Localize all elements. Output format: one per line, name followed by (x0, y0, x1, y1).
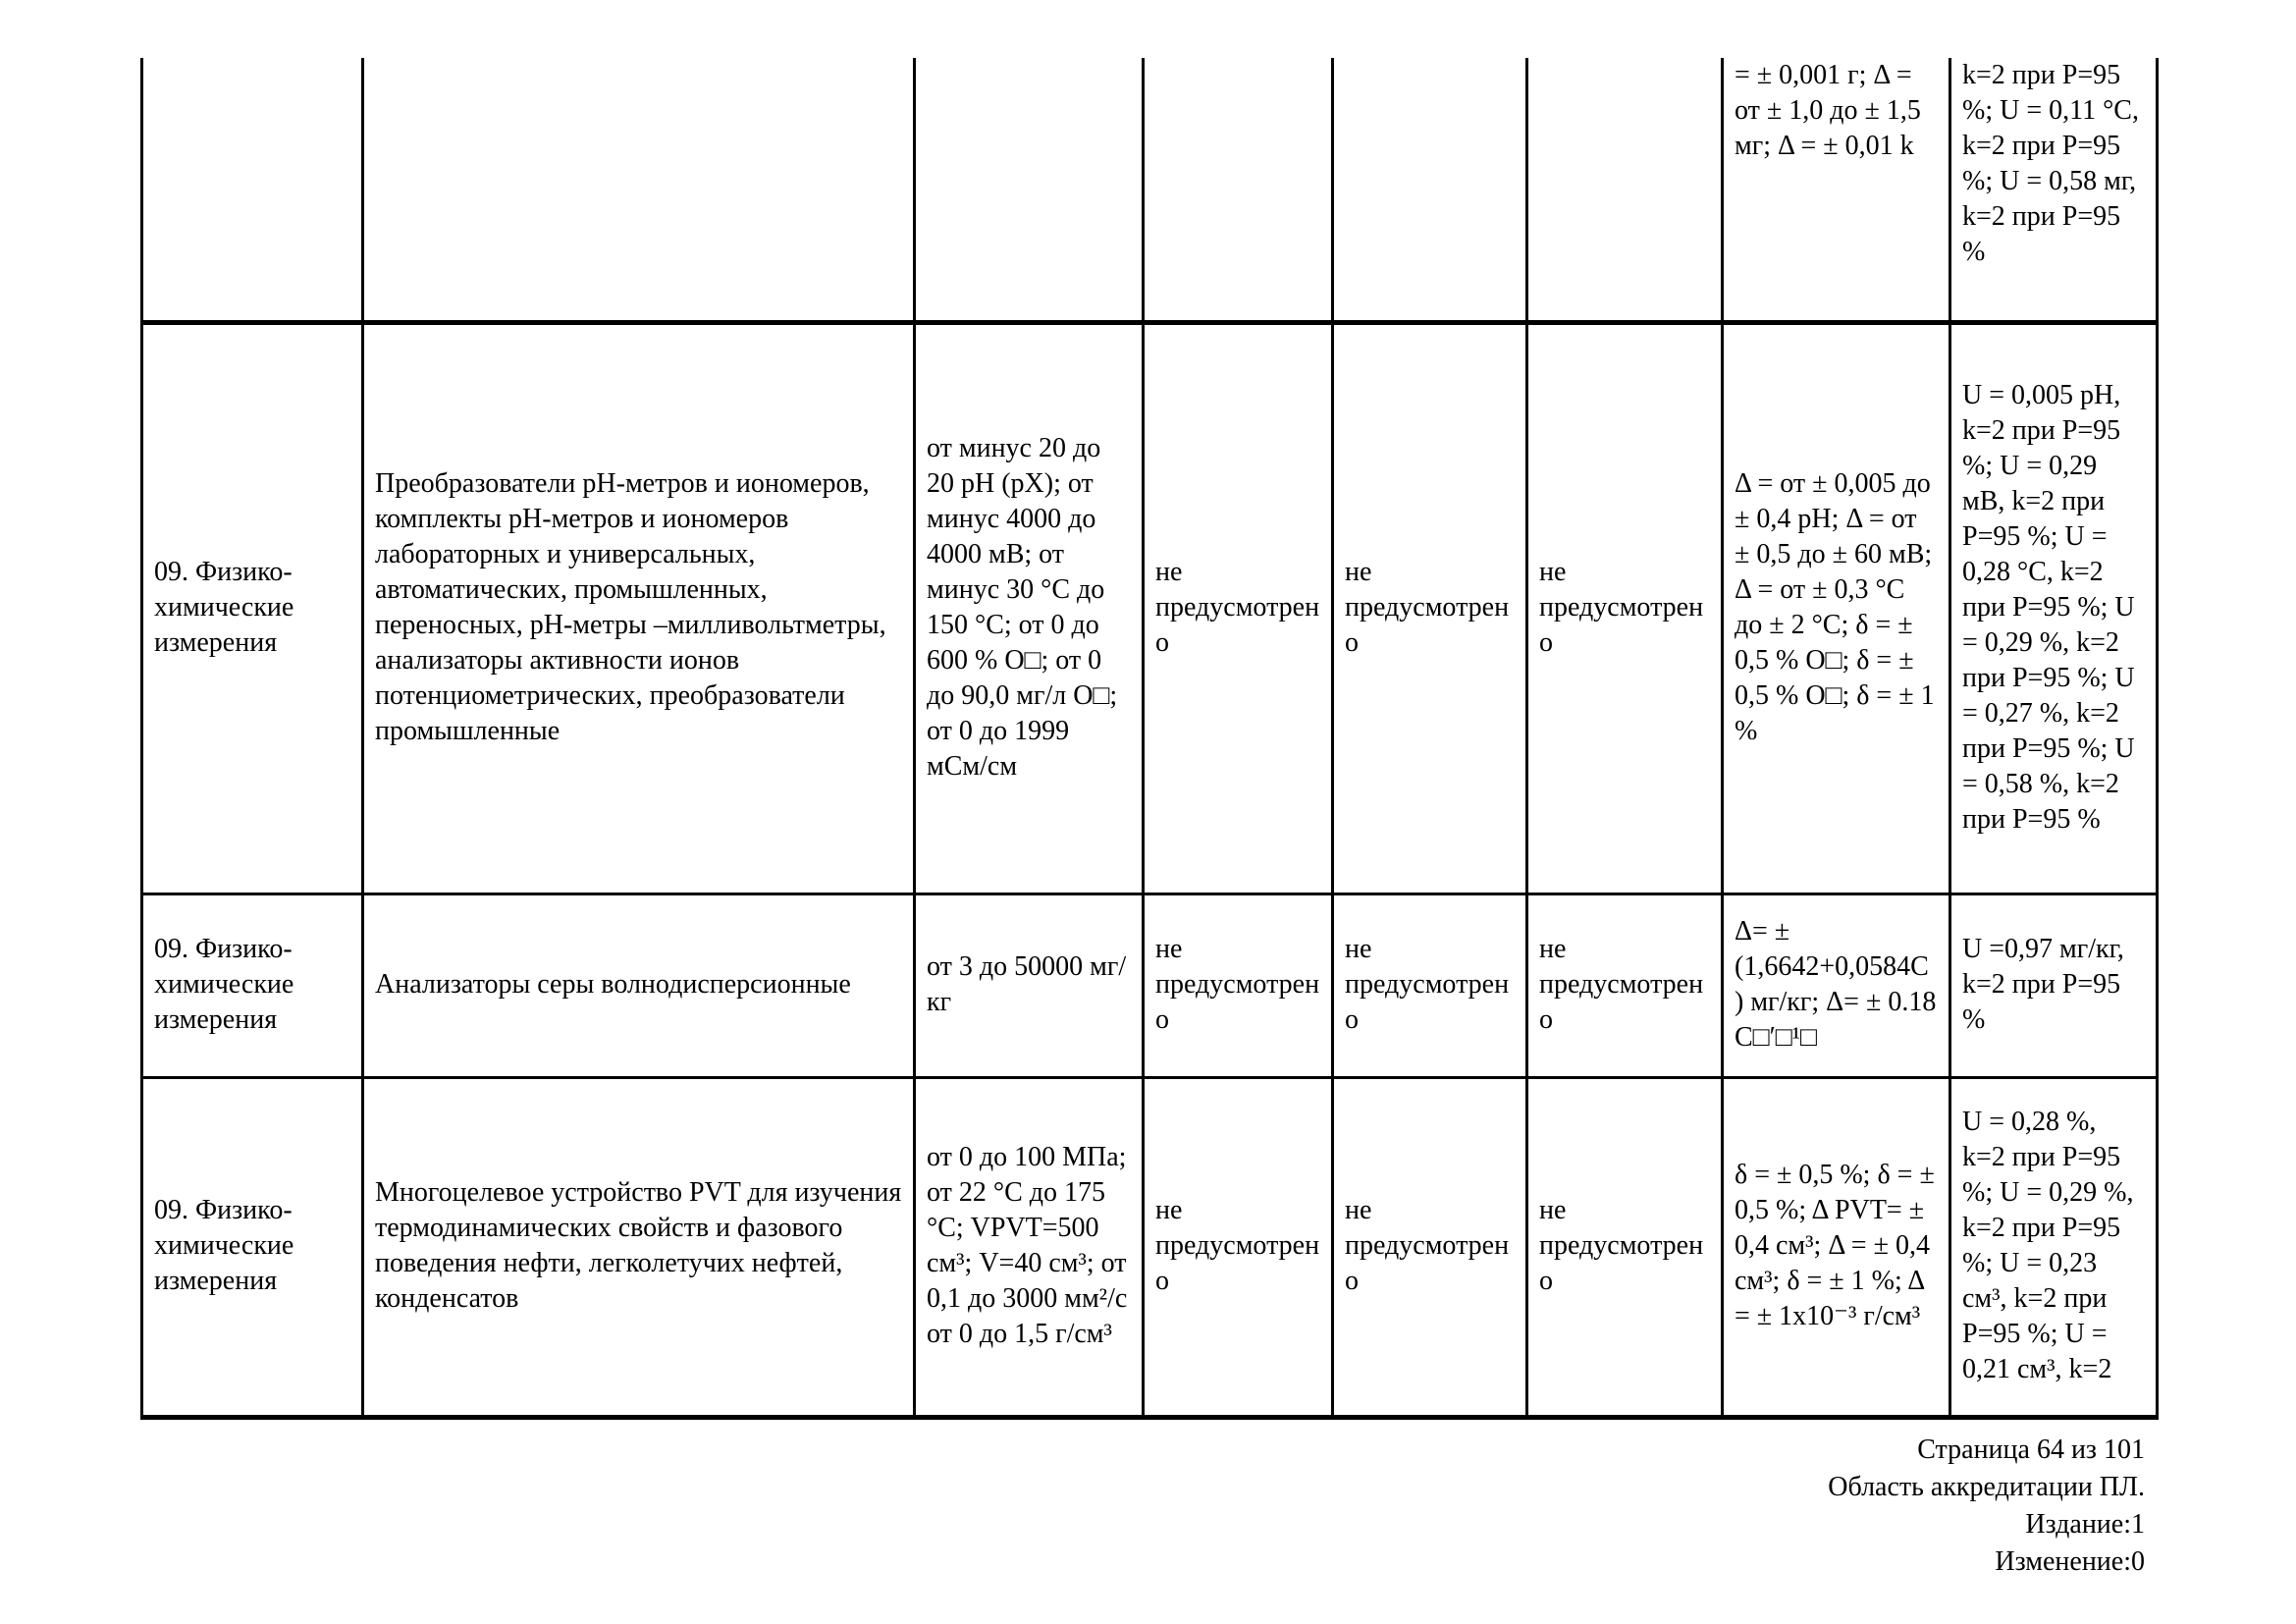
footer-revision: Изменение:0 (1995, 1546, 2145, 1577)
table-row (142, 1077, 2158, 1417)
cell-col6: не предусмотрено (1527, 893, 1723, 1077)
cell-uncertainty: U = 0,005 рН, k=2 при Р=95 %; U = 0,29 мВ, k=2 при Р=95 %; U = 0,28 °С, k=2 при Р=95 %; U = 0,29 %, k=2 при Р=95 %; U = 0,27 %, k=2 при Р=95 %; U = 0,58 %, k=2 при Р=95 % (1950, 322, 2158, 893)
cell-category: 09. Физико-химические измерения (142, 1077, 363, 1417)
cell-col4: не предусмотрено (1144, 322, 1333, 893)
cell-col5 (1333, 58, 1527, 322)
table-row (142, 58, 2158, 322)
cell-uncertainty: U =0,97 мг/кг, k=2 при Р=95 % (1950, 893, 2158, 1077)
footer-edition: Издание:1 (2025, 1509, 2145, 1540)
cell-col4 (1144, 58, 1333, 322)
table-row (142, 322, 2158, 893)
cell-col5: не предусмотрено (1333, 322, 1527, 893)
cell-col5: не предусмотрено (1333, 1077, 1527, 1417)
cell-error-limits: Δ = от ± 0,005 до ± 0,4 рН; Δ = от ± 0,5 до ± 60 мВ; Δ = от ± 0,3 °С до ± 2 °С; δ = ± 0,5 % О□; δ = ± 0,5 % О□; δ = ± 1 % (1723, 322, 1950, 893)
footer-page-number: Страница 64 из 101 (1917, 1435, 2145, 1465)
footer-scope-label: Область аккредитации ПЛ. (1828, 1472, 2145, 1502)
cell-uncertainty: U = 0,28 %, k=2 при Р=95 %; U = 0,29 %, k=2 при Р=95 %; U = 0,23 см³, k=2 при Р=95 %; U = 0,21 см³, k=2 (1950, 1077, 2158, 1417)
accreditation-scope-table (140, 58, 2159, 1420)
cell-instrument: Преобразователи рН-метров и иономеров, комплекты рН-метров и иономеров лабораторных и универсальных, автоматических, промышленных, переносных, рН-метры –милливольтметры, анализаторы активности ионов потенциометрических, преобразователи промышленные (363, 322, 915, 893)
cell-range: от 0 до 100 МПа; от 22 °С до 175 °С; VPVT=500 см³; V=40 см³; от 0,1 до 3000 мм²/с от 0 до 1,5 г/см³ (915, 1077, 1144, 1417)
cell-col6: не предусмотрено (1527, 322, 1723, 893)
cell-col4: не предусмотрено (1144, 1077, 1333, 1417)
cell-category: 09. Физико-химические измерения (142, 322, 363, 893)
cell-instrument (363, 58, 915, 322)
cell-error-limits: δ = ± 0,5 %; δ = ± 0,5 %; Δ PVT= ± 0,4 см³; Δ = ± 0,4 см³; δ = ± 1 %; Δ = ± 1х10⁻³ г/см³ (1723, 1077, 1950, 1417)
cell-instrument: Многоцелевое устройство PVT для изучения термодинамических свойств и фазового поведения нефти, легколетучих нефтей, конденсатов (363, 1077, 915, 1417)
table-row (142, 893, 2158, 1077)
cell-category: 09. Физико-химические измерения (142, 893, 363, 1077)
cell-range (915, 58, 1144, 322)
cell-range: от 3 до 50000 мг/кг (915, 893, 1144, 1077)
cell-error-limits: = ± 0,001 г; Δ = от ± 1,0 до ± 1,5 мг; Δ = ± 0,01 k (1723, 58, 1950, 322)
cell-col6: не предусмотрено (1527, 1077, 1723, 1417)
page-footer (1828, 1432, 2145, 1581)
cell-instrument: Анализаторы серы волнодисперсионные (363, 893, 915, 1077)
cell-category (142, 58, 363, 322)
cell-range: от минус 20 до 20 рН (рХ); от минус 4000 до 4000 мВ; от минус 30 °С до 150 °С; от 0 до 600 % О□; от 0 до 90,0 мг/л О□; от 0 до 1999 мСм/см (915, 322, 1144, 893)
cell-col6 (1527, 58, 1723, 322)
cell-uncertainty: k=2 при Р=95 %; U = 0,11 °С, k=2 при Р=95 %; U = 0,58 мг, k=2 при Р=95 % (1950, 58, 2158, 322)
cell-col5: не предусмотрено (1333, 893, 1527, 1077)
cell-col4: не предусмотрено (1144, 893, 1333, 1077)
cell-error-limits: Δ= ± (1,6642+0,0584C) мг/кг; Δ= ± 0.18 С□′□¹□ (1723, 893, 1950, 1077)
